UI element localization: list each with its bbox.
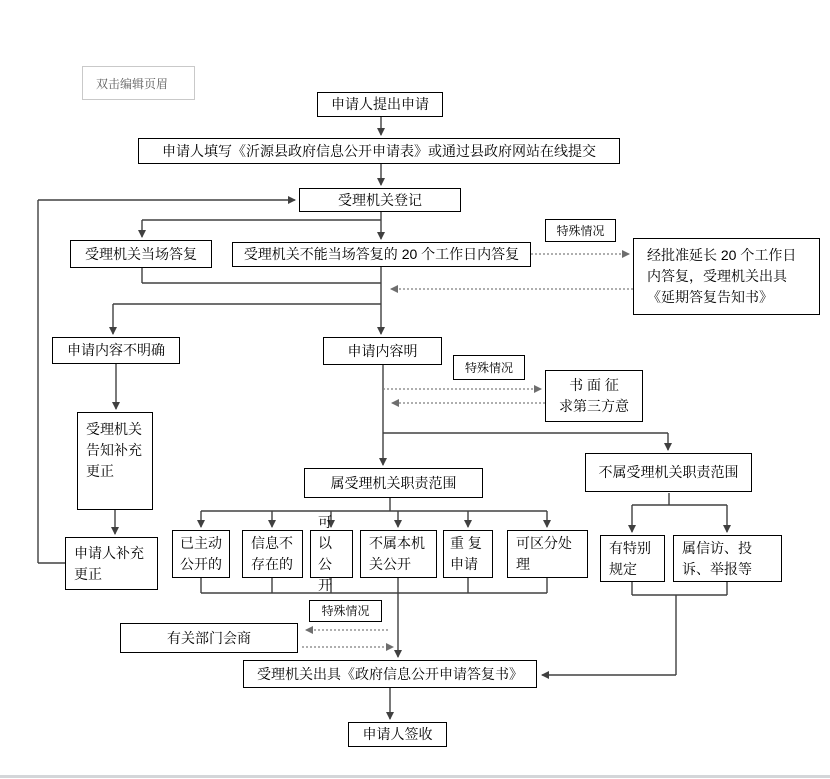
page-bottom-edge [0,775,830,778]
node-register[interactable]: 受理机关登记 [299,188,461,212]
node-applicant-supplement[interactable]: 申请人补充更正 [65,537,158,590]
label-special-case-1: 特殊情况 [545,219,616,242]
node-issue-reply-document[interactable]: 受理机关出具《政府信息公开申请答复书》 [243,660,537,688]
node-submit-application[interactable]: 申请人提出申请 [317,92,443,117]
node-divisible-handling[interactable]: 可区分处理 [507,530,588,578]
node-reply-within-20-days[interactable]: 受理机关不能当场答复的 20 个工作日内答复 [232,242,531,267]
node-special-regulations[interactable]: 有特别规定 [600,535,665,582]
node-applicant-sign[interactable]: 申请人签收 [348,722,447,747]
node-content-clear[interactable]: 申请内容明 [323,337,442,365]
node-can-disclose[interactable]: 可以公开 [310,530,353,578]
label-special-case-3: 特殊情况 [309,600,382,622]
node-department-consultation[interactable]: 有关部门会商 [120,623,298,653]
header-edit-hint[interactable]: 双击编辑页眉 [82,66,195,100]
node-extended-reply[interactable]: 经批准延长 20 个工作日内答复，受理机关出具《延期答复告知书》 [633,238,820,315]
node-onspot-reply[interactable]: 受理机关当场答复 [70,240,212,268]
node-notify-supplement[interactable]: 受理机关告知补充更正 [77,412,153,510]
third-party-text: 书 面 征 求第三方意 [559,377,629,414]
node-fill-form[interactable]: 申请人填写《沂源县政府信息公开申请表》或通过县政府网站在线提交 [138,138,620,164]
node-petition-complaint[interactable]: 属信访、投诉、举报等 [673,535,782,582]
node-out-of-scope[interactable]: 不属受理机关职责范围 [585,453,752,492]
label-special-case-2: 特殊情况 [453,355,525,380]
node-not-this-agency[interactable]: 不属本机关公开 [360,530,437,578]
node-in-scope[interactable]: 属受理机关职责范围 [304,468,483,498]
node-repeated-application[interactable]: 重 复申请 [443,530,493,578]
node-consult-third-party[interactable] [545,370,643,422]
node-content-unclear[interactable]: 申请内容不明确 [52,337,180,364]
node-info-not-exist[interactable]: 信息不存在的 [242,530,303,578]
node-already-public[interactable]: 已主动公开的 [172,530,230,578]
